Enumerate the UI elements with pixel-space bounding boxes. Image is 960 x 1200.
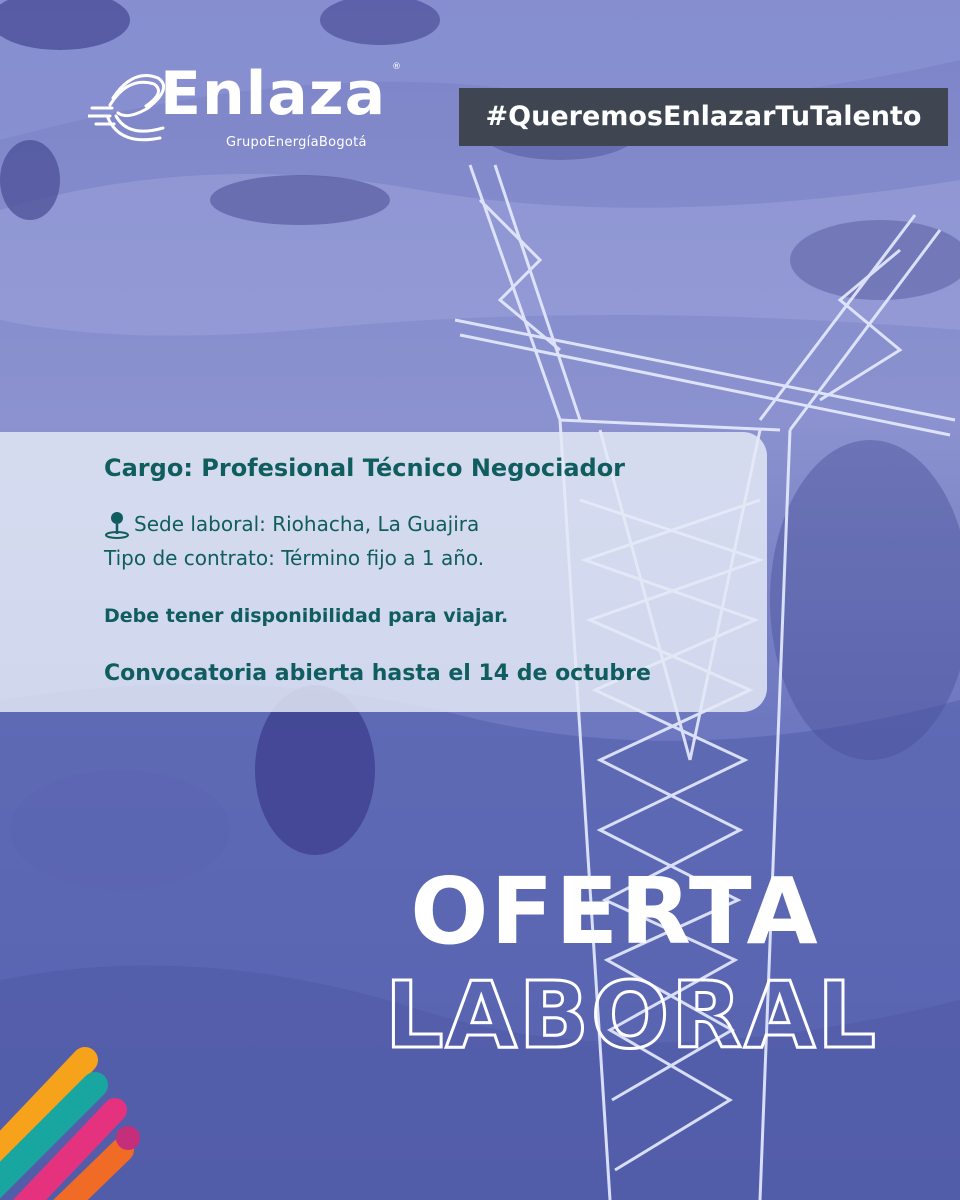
location-pin-icon xyxy=(104,509,130,539)
travel-requirement: Debe tener disponibilidad para viajar. xyxy=(104,605,509,627)
contract-type: Tipo de contrato: Término fijo a 1 año. xyxy=(104,546,485,570)
application-deadline: Convocatoria abierta hasta el 14 de octubre xyxy=(104,661,651,686)
brand-swoosh-decoration xyxy=(0,1040,160,1200)
hashtag-banner: #QueremosEnlazarTuTalento xyxy=(459,88,948,146)
logo-wordmark: Enlaza xyxy=(160,59,387,129)
location-row xyxy=(104,508,479,540)
headline-laboral: LABORAL xyxy=(385,962,878,1069)
headline-oferta: OFERTA xyxy=(410,858,820,965)
job-title: Cargo: Profesional Técnico Negociador xyxy=(104,454,626,482)
logo-tagline: GrupoEnergíaBogotá xyxy=(226,135,367,150)
location-text: Sede laboral: Riohacha, La Guajira xyxy=(134,512,480,536)
registered-mark: ® xyxy=(392,62,401,72)
enlaza-logo xyxy=(88,58,418,168)
